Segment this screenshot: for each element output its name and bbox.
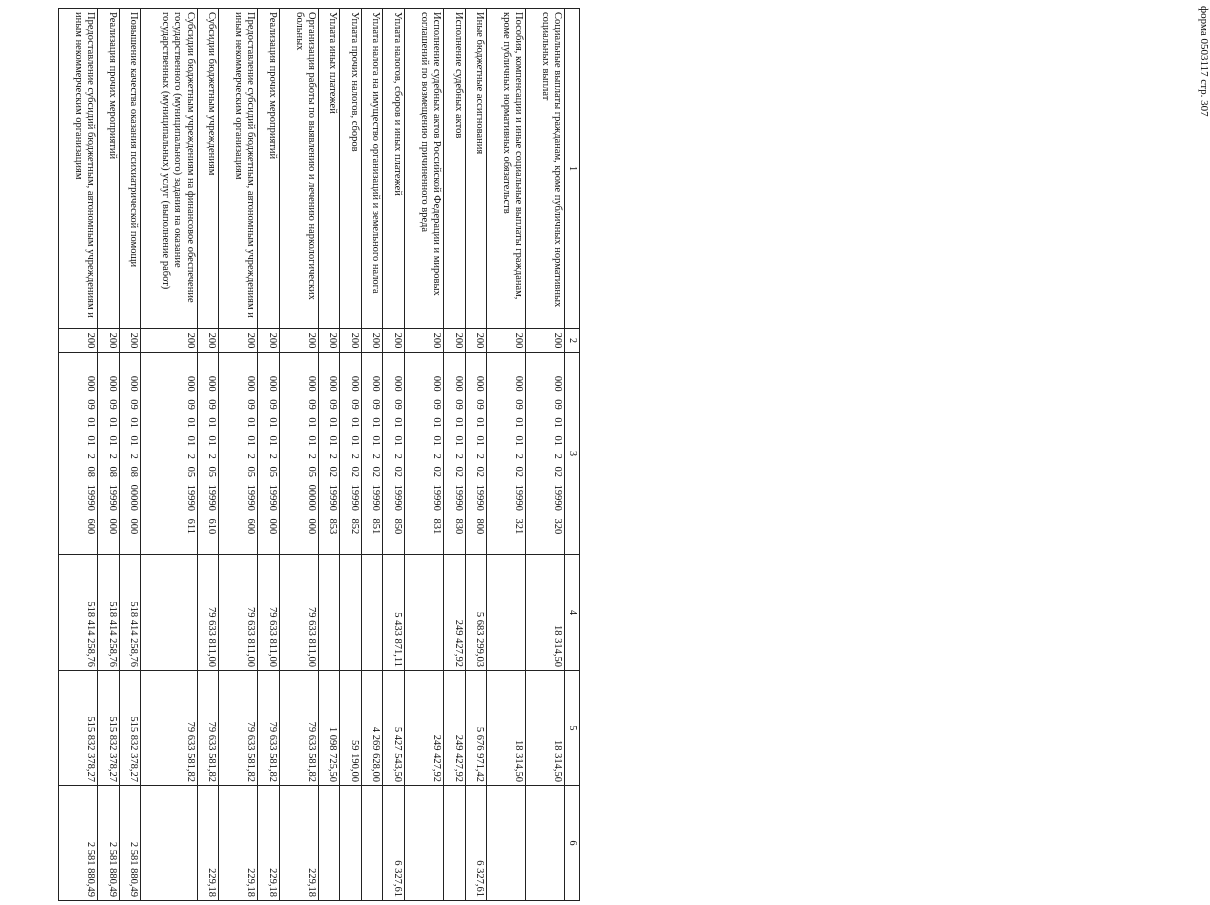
executed-amount-cell: 249 427,92 bbox=[405, 671, 444, 786]
approved-amount-cell: 79 633 811,00 bbox=[258, 555, 280, 671]
approved-amount-cell bbox=[487, 555, 526, 671]
row-name-cell: Повышение качества оказания психиатрической помощи bbox=[119, 9, 141, 329]
row-name-cell: Организация работы по выявлению и лечению наркологических больных bbox=[279, 9, 318, 329]
row-code-cell: 200 bbox=[487, 329, 526, 353]
executed-amount-cell: 5 676 971,42 bbox=[465, 671, 487, 786]
approved-amount-cell: 518 414 258,76 bbox=[119, 555, 141, 671]
executed-amount-cell: 4 269 628,00 bbox=[361, 671, 383, 786]
unexecuted-amount-cell bbox=[361, 786, 383, 901]
row-code-cell: 200 bbox=[465, 329, 487, 353]
unexecuted-amount-cell: 2 581 880,49 bbox=[59, 786, 98, 901]
row-name-cell: Уплата налога на имущество организаций и земельного налога bbox=[361, 9, 383, 329]
column-header-row bbox=[565, 9, 580, 901]
executed-amount-cell: 79 633 581,82 bbox=[197, 671, 219, 786]
unexecuted-amount-cell: 229,18 bbox=[279, 786, 318, 901]
executed-amount-cell: 79 633 581,82 bbox=[279, 671, 318, 786]
unexecuted-amount-cell bbox=[443, 786, 465, 901]
rotated-table-area bbox=[58, 8, 580, 900]
row-kbk-cell: 000 09 01 01 2 05 00000 000 bbox=[279, 353, 318, 555]
column-header: 6 bbox=[565, 786, 580, 901]
row-name-cell: Уплата иных платежей bbox=[318, 9, 340, 329]
approved-amount-cell bbox=[340, 555, 362, 671]
row-code-cell: 200 bbox=[526, 329, 565, 353]
row-code-cell: 200 bbox=[279, 329, 318, 353]
row-name-cell: Социальные выплаты гражданам, кроме публичных нормативных социальных выплат bbox=[526, 9, 565, 329]
executed-amount-cell: 515 832 378,27 bbox=[59, 671, 98, 786]
approved-amount-cell: 249 427,92 bbox=[443, 555, 465, 671]
row-kbk-cell: 000 09 01 01 2 02 19990 830 bbox=[443, 353, 465, 555]
row-code-cell: 200 bbox=[340, 329, 362, 353]
approved-amount-cell: 79 633 811,00 bbox=[197, 555, 219, 671]
row-code-cell: 200 bbox=[197, 329, 219, 353]
column-header: 1 bbox=[565, 9, 580, 329]
row-kbk-cell: 000 09 01 01 2 02 19990 831 bbox=[405, 353, 444, 555]
row-code-cell: 200 bbox=[141, 329, 197, 353]
approved-amount-cell: 18 314,50 bbox=[526, 555, 565, 671]
unexecuted-amount-cell: 6 327,61 bbox=[465, 786, 487, 901]
row-code-cell: 200 bbox=[219, 329, 258, 353]
row-kbk-cell: 000 09 01 01 2 05 19990 610 bbox=[197, 353, 219, 555]
column-header: 3 bbox=[565, 353, 580, 555]
approved-amount-cell: 518 414 258,76 bbox=[59, 555, 98, 671]
executed-amount-cell: 1 098 725,50 bbox=[318, 671, 340, 786]
row-kbk-cell: 000 09 01 01 2 02 19990 851 bbox=[361, 353, 383, 555]
column-header: 2 bbox=[565, 329, 580, 353]
row-code-cell: 200 bbox=[405, 329, 444, 353]
row-kbk-cell: 000 09 01 01 2 02 19990 853 bbox=[318, 353, 340, 555]
table-row bbox=[405, 9, 444, 901]
row-kbk-cell: 000 09 01 01 2 08 00000 000 bbox=[119, 353, 141, 555]
table-row bbox=[98, 9, 120, 901]
row-kbk-cell: 000 09 01 01 2 02 19990 800 bbox=[465, 353, 487, 555]
table-row bbox=[197, 9, 219, 901]
row-name-cell: Реализация прочих мероприятий bbox=[258, 9, 280, 329]
approved-amount-cell bbox=[405, 555, 444, 671]
row-kbk-cell: 000 09 01 01 2 05 19990 000 bbox=[258, 353, 280, 555]
table-row bbox=[465, 9, 487, 901]
unexecuted-amount-cell bbox=[526, 786, 565, 901]
table-row bbox=[279, 9, 318, 901]
approved-amount-cell: 79 633 811,00 bbox=[279, 555, 318, 671]
unexecuted-amount-cell bbox=[405, 786, 444, 901]
approved-amount-cell: 5 433 871,11 bbox=[383, 555, 405, 671]
executed-amount-cell: 18 314,50 bbox=[526, 671, 565, 786]
row-kbk-cell: 000 09 01 01 2 02 19990 321 bbox=[487, 353, 526, 555]
executed-amount-cell: 515 832 378,27 bbox=[98, 671, 120, 786]
row-code-cell: 200 bbox=[383, 329, 405, 353]
row-code-cell: 200 bbox=[119, 329, 141, 353]
row-name-cell: Предоставление субсидий бюджетным, автономным учреждениям и иным некоммерческим организациям bbox=[59, 9, 98, 329]
unexecuted-amount-cell bbox=[318, 786, 340, 901]
row-kbk-cell: 000 09 01 01 2 08 19990 600 bbox=[59, 353, 98, 555]
executed-amount-cell: 79 633 581,82 bbox=[258, 671, 280, 786]
unexecuted-amount-cell bbox=[340, 786, 362, 901]
column-header: 4 bbox=[565, 555, 580, 671]
table-row bbox=[383, 9, 405, 901]
approved-amount-cell: 79 633 811,00 bbox=[219, 555, 258, 671]
row-name-cell: Уплата налогов, сборов и иных платежей bbox=[383, 9, 405, 329]
unexecuted-amount-cell: 229,18 bbox=[219, 786, 258, 901]
row-kbk-cell: 000 09 01 01 2 05 19990 611 bbox=[141, 353, 197, 555]
executed-amount-cell: 18 314,50 bbox=[487, 671, 526, 786]
unexecuted-amount-cell: 6 327,61 bbox=[383, 786, 405, 901]
table-row bbox=[258, 9, 280, 901]
approved-amount-cell: 5 683 299,03 bbox=[465, 555, 487, 671]
report-table bbox=[58, 8, 580, 901]
form-reference: форма 0503117 стр. 307 bbox=[1198, 6, 1210, 117]
row-code-cell: 200 bbox=[258, 329, 280, 353]
executed-amount-cell: 79 633 581,82 bbox=[141, 671, 197, 786]
table-row bbox=[340, 9, 362, 901]
table-row bbox=[59, 9, 98, 901]
row-name-cell: Исполнение судебных актов bbox=[443, 9, 465, 329]
approved-amount-cell bbox=[318, 555, 340, 671]
row-name-cell: Пособия, компенсации и иные социальные выплаты гражданам, кроме публичных нормативных обязательств bbox=[487, 9, 526, 329]
table-row bbox=[361, 9, 383, 901]
row-kbk-cell: 000 09 01 01 2 02 19990 850 bbox=[383, 353, 405, 555]
row-code-cell: 200 bbox=[443, 329, 465, 353]
row-code-cell: 200 bbox=[59, 329, 98, 353]
executed-amount-cell: 59 190,00 bbox=[340, 671, 362, 786]
row-code-cell: 200 bbox=[318, 329, 340, 353]
executed-amount-cell: 5 427 543,50 bbox=[383, 671, 405, 786]
row-name-cell: Субсидии бюджетным учреждениям на финансовое обеспечение государственного (муниципального) задания на оказание государственных (муниципальных) услуг (выполнение работ) bbox=[141, 9, 197, 329]
row-name-cell: Уплата прочих налогов, сборов bbox=[340, 9, 362, 329]
row-code-cell: 200 bbox=[98, 329, 120, 353]
row-name-cell: Исполнение судебных актов Российской Федерации и мировых соглашений по возмещению причиненного вреда bbox=[405, 9, 444, 329]
table-row bbox=[141, 9, 197, 901]
approved-amount-cell: 518 414 258,76 bbox=[98, 555, 120, 671]
row-name-cell: Иные бюджетные ассигнования bbox=[465, 9, 487, 329]
row-kbk-cell: 000 09 01 01 2 08 19990 000 bbox=[98, 353, 120, 555]
row-name-cell: Предоставление субсидий бюджетным, автономным учреждениям и иным некоммерческим организациям bbox=[219, 9, 258, 329]
unexecuted-amount-cell bbox=[141, 786, 197, 901]
unexecuted-amount-cell bbox=[487, 786, 526, 901]
executed-amount-cell: 249 427,92 bbox=[443, 671, 465, 786]
table-row bbox=[119, 9, 141, 901]
row-kbk-cell: 000 09 01 01 2 02 19990 852 bbox=[340, 353, 362, 555]
column-header: 5 bbox=[565, 671, 580, 786]
row-kbk-cell: 000 09 01 01 2 05 19990 600 bbox=[219, 353, 258, 555]
approved-amount-cell bbox=[361, 555, 383, 671]
table-row bbox=[487, 9, 526, 901]
table-row bbox=[318, 9, 340, 901]
approved-amount-cell bbox=[141, 555, 197, 671]
row-name-cell: Субсидии бюджетным учреждениям bbox=[197, 9, 219, 329]
table-body bbox=[59, 9, 565, 901]
report-table-container bbox=[58, 8, 580, 900]
table-row bbox=[219, 9, 258, 901]
unexecuted-amount-cell: 2 581 880,49 bbox=[119, 786, 141, 901]
table-row bbox=[526, 9, 565, 901]
unexecuted-amount-cell: 229,18 bbox=[258, 786, 280, 901]
row-kbk-cell: 000 09 01 01 2 02 19990 320 bbox=[526, 353, 565, 555]
executed-amount-cell: 515 832 378,27 bbox=[119, 671, 141, 786]
table-row bbox=[443, 9, 465, 901]
row-name-cell: Реализация прочих мероприятий bbox=[98, 9, 120, 329]
unexecuted-amount-cell: 229,18 bbox=[197, 786, 219, 901]
row-code-cell: 200 bbox=[361, 329, 383, 353]
executed-amount-cell: 79 633 581,82 bbox=[219, 671, 258, 786]
unexecuted-amount-cell: 2 581 880,49 bbox=[98, 786, 120, 901]
page-header bbox=[580, 0, 1210, 905]
